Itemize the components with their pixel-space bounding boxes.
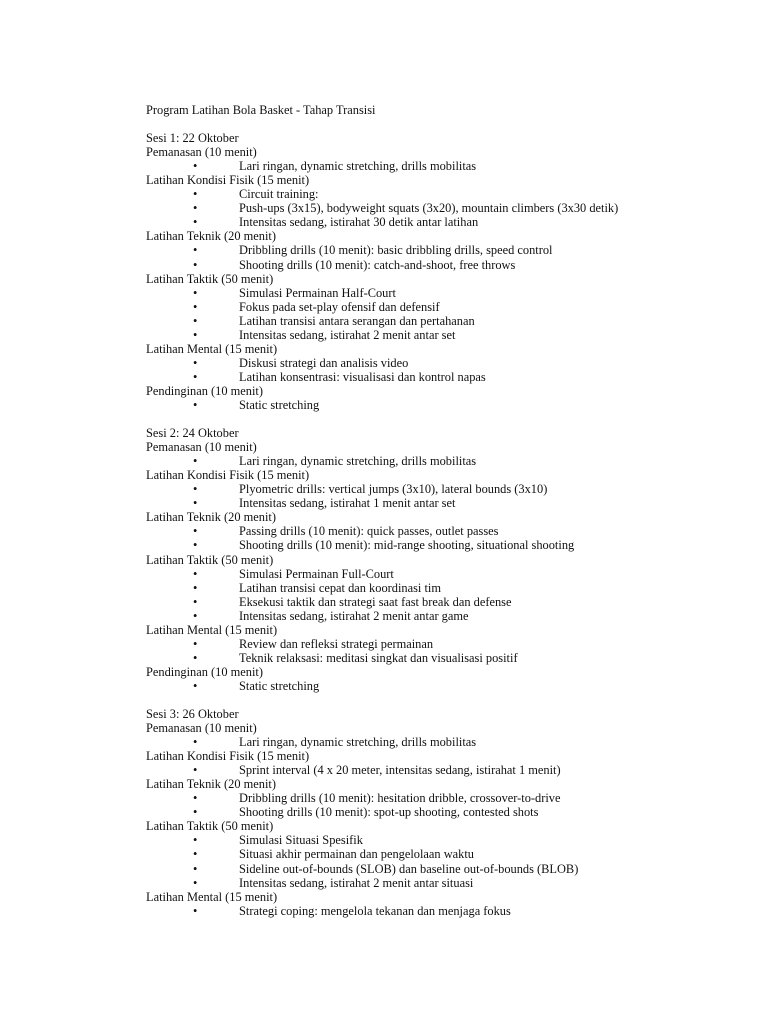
list-item-text: Diskusi strategi dan analisis video bbox=[239, 355, 409, 370]
list-item bbox=[146, 286, 746, 300]
section-heading: Latihan Mental (15 menit) bbox=[146, 341, 278, 356]
list-item bbox=[146, 862, 746, 876]
bullet-icon: • bbox=[193, 833, 198, 848]
list-item-text: Fokus pada set-play ofensif dan defensif bbox=[239, 299, 440, 314]
bullet-icon: • bbox=[193, 594, 198, 609]
bullet-icon: • bbox=[193, 861, 198, 876]
section-heading: Pendinginan (10 menit) bbox=[146, 664, 264, 679]
list-item-text: Shooting drills (10 menit): mid-range shooting, situational shooting bbox=[239, 538, 575, 553]
list-item-text: Dribbling drills (10 menit): hesitation dribble, crossover-to-drive bbox=[239, 791, 561, 806]
sessions-container bbox=[146, 131, 746, 918]
bullet-icon: • bbox=[193, 215, 198, 230]
list-item-text: Simulasi Permainan Half-Court bbox=[239, 285, 396, 300]
section-block bbox=[146, 819, 746, 889]
bullet-icon: • bbox=[193, 791, 198, 806]
list-item bbox=[146, 243, 746, 257]
list-item-text: Lari ringan, dynamic stretching, drills mobilitas bbox=[239, 159, 477, 174]
list-item-text: Eksekusi taktik dan strategi saat fast break dan defense bbox=[239, 594, 512, 609]
list-item-text: Latihan konsentrasi: visualisasi dan kontrol napas bbox=[239, 369, 486, 384]
list-item bbox=[146, 454, 746, 468]
section-block bbox=[146, 468, 746, 510]
session-heading: Sesi 2: 24 Oktober bbox=[146, 426, 239, 441]
session-spacer bbox=[146, 412, 746, 426]
bullet-icon: • bbox=[193, 566, 198, 581]
bullet-icon: • bbox=[193, 201, 198, 216]
bullet-icon: • bbox=[193, 650, 198, 665]
bullet-icon: • bbox=[193, 369, 198, 384]
section-heading: Latihan Teknik (20 menit) bbox=[146, 510, 277, 525]
section-block bbox=[146, 777, 746, 819]
bullet-icon: • bbox=[193, 397, 198, 412]
list-item bbox=[146, 201, 746, 215]
list-item bbox=[146, 651, 746, 665]
list-item-text: Passing drills (10 menit): quick passes, outlet passes bbox=[239, 524, 499, 539]
list-item-text: Dribbling drills (10 menit): basic dribbling drills, speed control bbox=[239, 243, 553, 258]
session-block bbox=[146, 131, 746, 412]
list-item bbox=[146, 876, 746, 890]
section-heading: Pemanasan (10 menit) bbox=[146, 440, 257, 455]
section-heading: Latihan Kondisi Fisik (15 menit) bbox=[146, 468, 310, 483]
section-block bbox=[146, 173, 746, 229]
list-item bbox=[146, 159, 746, 173]
list-item bbox=[146, 581, 746, 595]
list-item-text: Strategi coping: mengelola tekanan dan menjaga fokus bbox=[239, 903, 511, 918]
bullet-icon: • bbox=[193, 903, 198, 918]
list-item bbox=[146, 258, 746, 272]
section-heading: Latihan Teknik (20 menit) bbox=[146, 229, 277, 244]
list-item-text: Latihan transisi antara serangan dan pertahanan bbox=[239, 313, 475, 328]
list-item bbox=[146, 538, 746, 552]
list-item bbox=[146, 595, 746, 609]
bullet-icon: • bbox=[193, 608, 198, 623]
list-item bbox=[146, 791, 746, 805]
session-heading: Sesi 1: 22 Oktober bbox=[146, 131, 239, 146]
list-item bbox=[146, 805, 746, 819]
section-heading: Latihan Taktik (50 menit) bbox=[146, 271, 274, 286]
list-item bbox=[146, 833, 746, 847]
document-title: Program Latihan Bola Basket - Tahap Transisi bbox=[146, 103, 376, 117]
bullet-icon: • bbox=[193, 538, 198, 553]
list-item bbox=[146, 300, 746, 314]
list-item-text: Review dan refleksi strategi permainan bbox=[239, 636, 434, 651]
session-block bbox=[146, 426, 746, 693]
list-item-text: Intensitas sedang, istirahat 2 menit antar situasi bbox=[239, 875, 474, 890]
list-item bbox=[146, 904, 746, 918]
section-block bbox=[146, 665, 746, 693]
list-item bbox=[146, 735, 746, 749]
list-item-text: Intensitas sedang, istirahat 1 menit antar set bbox=[239, 496, 456, 511]
bullet-icon: • bbox=[193, 735, 198, 750]
list-item-text: Intensitas sedang, istirahat 2 menit antar game bbox=[239, 608, 469, 623]
document-page bbox=[146, 103, 746, 918]
section-heading: Latihan Mental (15 menit) bbox=[146, 889, 278, 904]
section-block bbox=[146, 623, 746, 665]
section-block bbox=[146, 342, 746, 384]
list-item bbox=[146, 215, 746, 229]
section-block bbox=[146, 721, 746, 749]
bullet-icon: • bbox=[193, 875, 198, 890]
bullet-icon: • bbox=[193, 355, 198, 370]
list-item-text: Lari ringan, dynamic stretching, drills mobilitas bbox=[239, 735, 477, 750]
section-block bbox=[146, 440, 746, 468]
list-item-text: Plyometric drills: vertical jumps (3x10), lateral bounds (3x10) bbox=[239, 482, 548, 497]
list-item bbox=[146, 679, 746, 693]
bullet-icon: • bbox=[193, 285, 198, 300]
session-spacer bbox=[146, 693, 746, 707]
list-item-text: Shooting drills (10 menit): spot-up shooting, contested shots bbox=[239, 805, 539, 820]
bullet-icon: • bbox=[193, 636, 198, 651]
bullet-icon: • bbox=[193, 678, 198, 693]
list-item-text: Push-ups (3x15), bodyweight squats (3x20), mountain climbers (3x30 detik) bbox=[239, 201, 619, 216]
section-block bbox=[146, 510, 746, 552]
list-item-text: Sprint interval (4 x 20 meter, intensitas sedang, istirahat 1 menit) bbox=[239, 763, 561, 778]
list-item-text: Situasi akhir permainan dan pengelolaan waktu bbox=[239, 847, 475, 862]
section-block bbox=[146, 272, 746, 342]
session-block bbox=[146, 707, 746, 918]
section-heading: Pendinginan (10 menit) bbox=[146, 383, 264, 398]
section-heading: Latihan Mental (15 menit) bbox=[146, 622, 278, 637]
section-block bbox=[146, 145, 746, 173]
bullet-icon: • bbox=[193, 496, 198, 511]
list-item-text: Static stretching bbox=[239, 678, 320, 693]
bullet-icon: • bbox=[193, 187, 198, 202]
section-block bbox=[146, 384, 746, 412]
bullet-icon: • bbox=[193, 805, 198, 820]
list-item bbox=[146, 496, 746, 510]
bullet-icon: • bbox=[193, 299, 198, 314]
bullet-icon: • bbox=[193, 763, 198, 778]
session-heading: Sesi 3: 26 Oktober bbox=[146, 707, 239, 722]
list-item-text: Teknik relaksasi: meditasi singkat dan visualisasi positif bbox=[239, 650, 518, 665]
bullet-icon: • bbox=[193, 243, 198, 258]
list-item bbox=[146, 847, 746, 861]
list-item bbox=[146, 356, 746, 370]
bullet-icon: • bbox=[193, 482, 198, 497]
section-heading: Latihan Teknik (20 menit) bbox=[146, 777, 277, 792]
list-item bbox=[146, 524, 746, 538]
list-item-text: Simulasi Permainan Full-Court bbox=[239, 566, 394, 581]
section-heading: Pemanasan (10 menit) bbox=[146, 145, 257, 160]
list-item-text: Latihan transisi cepat dan koordinasi tim bbox=[239, 580, 441, 595]
list-item-text: Lari ringan, dynamic stretching, drills mobilitas bbox=[239, 454, 477, 469]
list-item bbox=[146, 370, 746, 384]
list-item bbox=[146, 567, 746, 581]
section-block bbox=[146, 890, 746, 918]
list-item-text: Shooting drills (10 menit): catch-and-shoot, free throws bbox=[239, 257, 516, 272]
list-item bbox=[146, 398, 746, 412]
list-item-text: Circuit training: bbox=[239, 187, 319, 202]
section-block bbox=[146, 749, 746, 777]
list-item bbox=[146, 314, 746, 328]
bullet-icon: • bbox=[193, 327, 198, 342]
list-item bbox=[146, 637, 746, 651]
bullet-icon: • bbox=[193, 580, 198, 595]
list-item bbox=[146, 482, 746, 496]
list-item-text: Intensitas sedang, istirahat 2 menit antar set bbox=[239, 327, 456, 342]
list-item bbox=[146, 328, 746, 342]
bullet-icon: • bbox=[193, 313, 198, 328]
bullet-icon: • bbox=[193, 257, 198, 272]
list-item bbox=[146, 609, 746, 623]
section-heading: Latihan Taktik (50 menit) bbox=[146, 552, 274, 567]
section-heading: Latihan Kondisi Fisik (15 menit) bbox=[146, 173, 310, 188]
list-item-text: Static stretching bbox=[239, 397, 320, 412]
list-item-text: Simulasi Situasi Spesifik bbox=[239, 833, 363, 848]
list-item-text: Sideline out-of-bounds (SLOB) dan baseline out-of-bounds (BLOB) bbox=[239, 861, 579, 876]
bullet-icon: • bbox=[193, 159, 198, 174]
section-heading: Latihan Kondisi Fisik (15 menit) bbox=[146, 749, 310, 764]
bullet-icon: • bbox=[193, 847, 198, 862]
bullet-icon: • bbox=[193, 524, 198, 539]
section-heading: Latihan Taktik (50 menit) bbox=[146, 819, 274, 834]
bullet-icon: • bbox=[193, 454, 198, 469]
list-item bbox=[146, 763, 746, 777]
list-item-text: Intensitas sedang, istirahat 30 detik antar latihan bbox=[239, 215, 479, 230]
section-block bbox=[146, 553, 746, 623]
section-heading: Pemanasan (10 menit) bbox=[146, 721, 257, 736]
section-block bbox=[146, 229, 746, 271]
list-item bbox=[146, 187, 746, 201]
